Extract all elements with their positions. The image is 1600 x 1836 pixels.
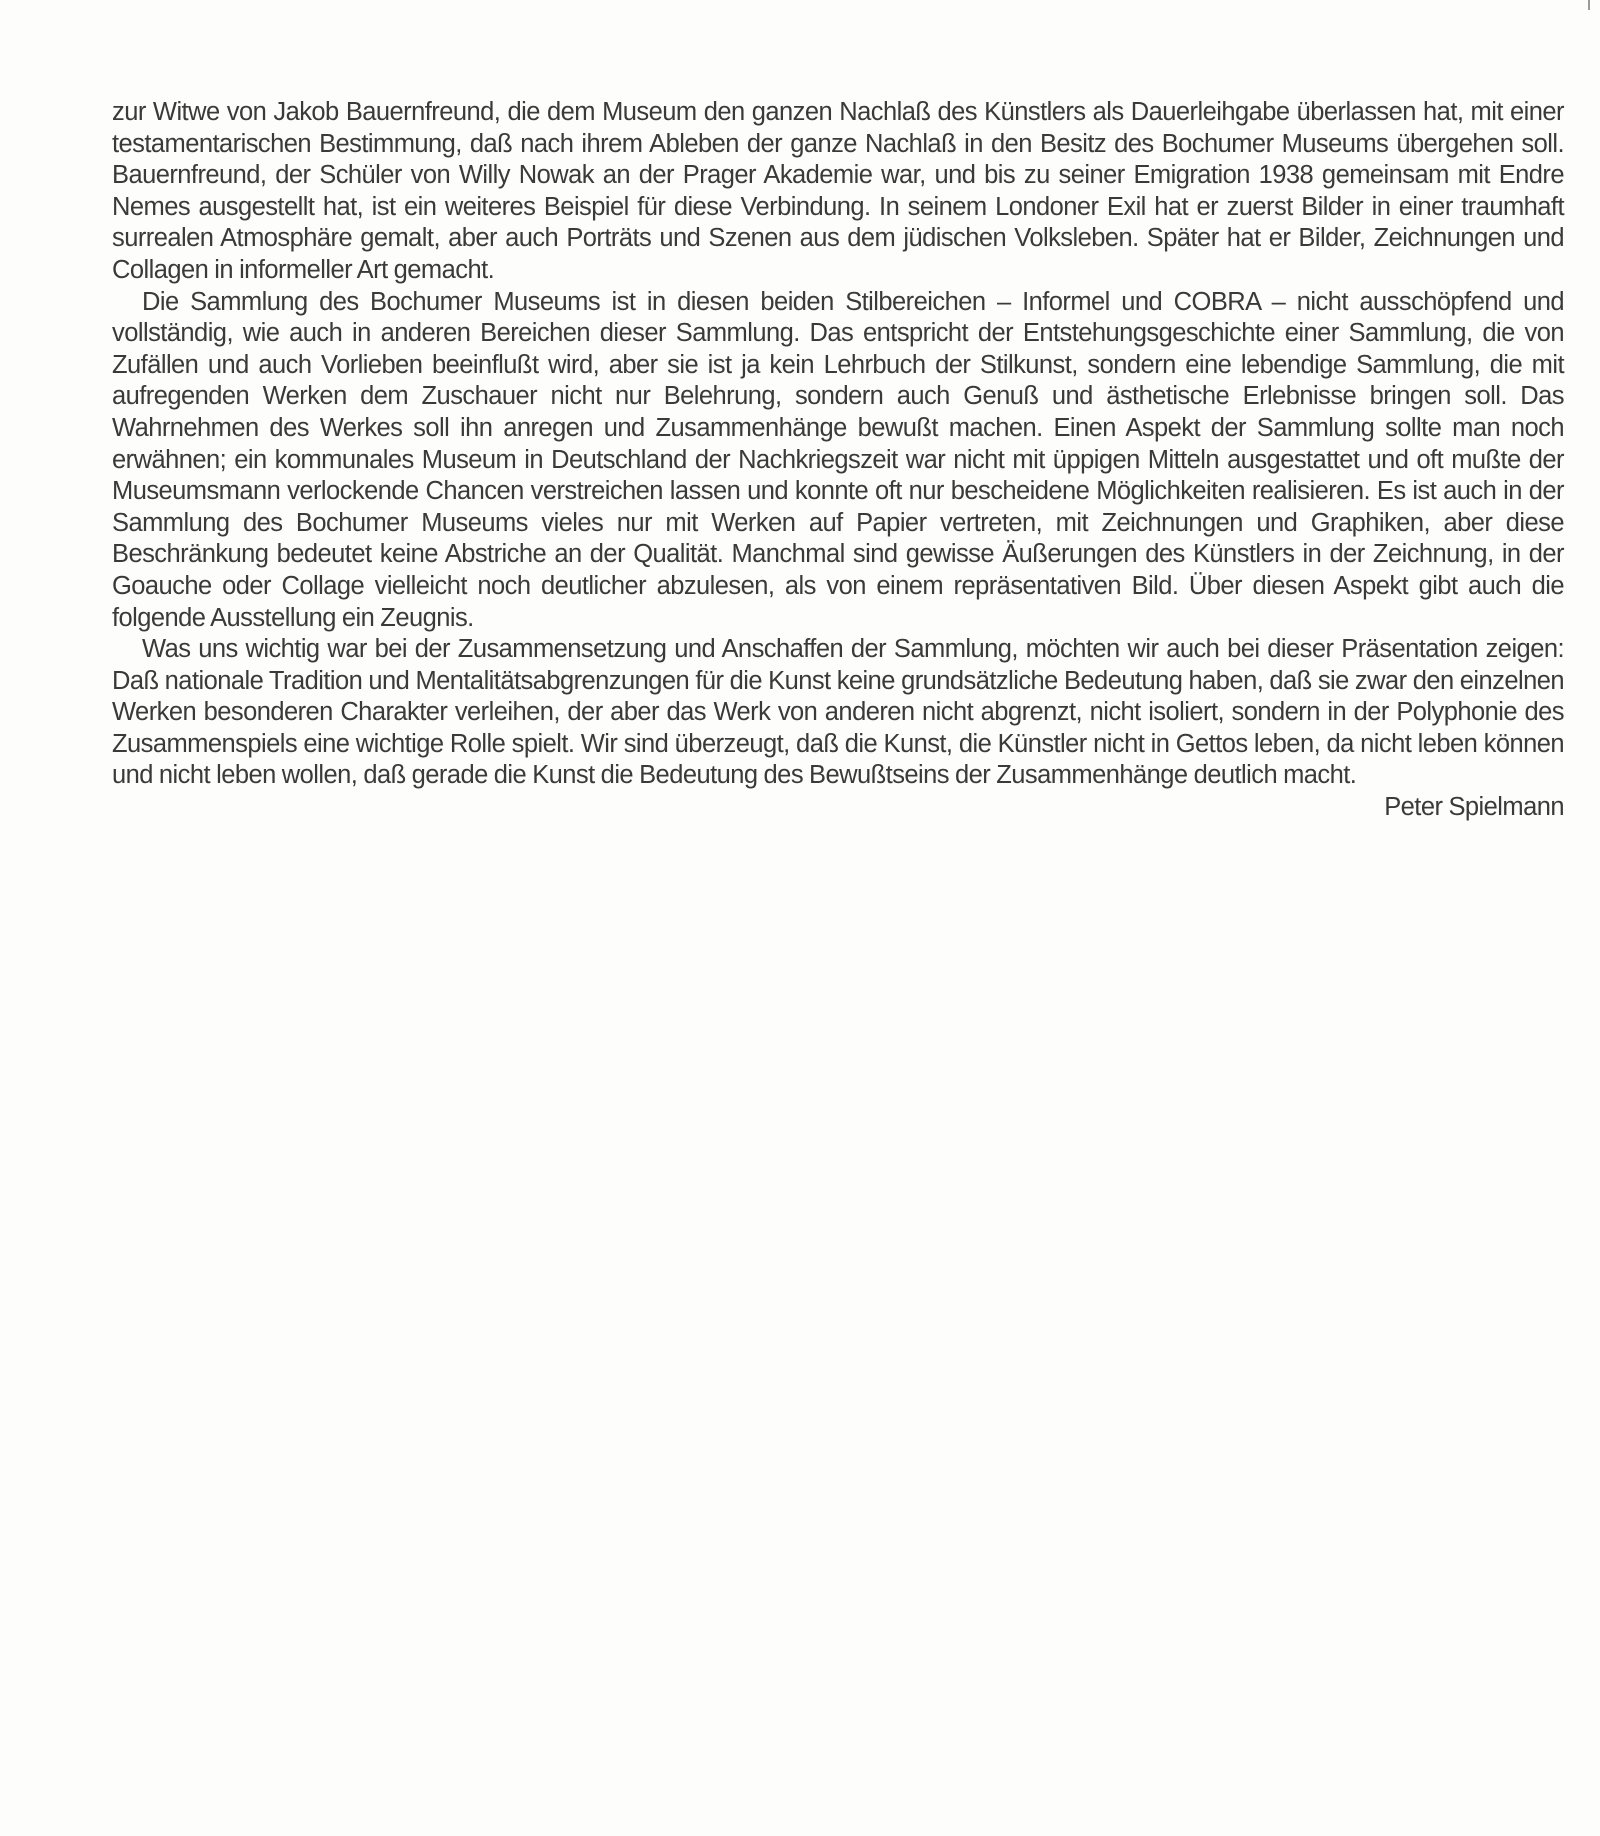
paragraph-2: Die Sammlung des Bochumer Museums ist in diesen beiden Stilbereichen – Informel und COBRA – nicht ausschöpfend und vollständig, wie auch in anderen Bereichen dieser Sammlung. Das entspricht der Entstehungsgeschichte einer Sammlung, die von Zufällen und auch Vorlieben beeinflußt wird, aber sie ist ja kein Lehrbuch der Stilkunst, sondern eine lebendige Sammlung, die mit aufregenden Werken dem Zuschauer nicht nur Belehrung, sondern auch Genuß und ästhetische Erlebnisse bringen soll. Das Wahrnehmen des Werkes soll ihn anregen und Zusammenhänge bewußt machen. Einen Aspekt der Sammlung sollte man noch erwähnen; ein kommunales Museum in Deutschland der Nachkriegszeit war nicht mit üppigen Mitteln ausgestattet und oft mußte der Museumsmann verlockende Chancen verstreichen lassen und konnte oft nur bescheidene Möglichkeiten realisieren. Es ist auch in der Sammlung des Bochumer Museums vieles nur mit Werken auf Papier vertreten, mit Zeichnungen und Graphiken, aber diese Beschränkung bedeutet keine Abstriche an der Qualität. Manchmal sind gewisse Äußerungen des Künstlers in der Zeichnung, in der Goauche oder Collage vielleicht noch deutlicher abzulesen, als von einem repräsentativen Bild. Über diesen Aspekt gibt auch die folgende Ausstellung ein Zeugnis. <box>112 287 1564 632</box>
page-corner-mark <box>1588 0 1590 10</box>
author-signature: Peter Spielmann <box>1384 793 1564 822</box>
paragraph-1: zur Witwe von Jakob Bauernfreund, die dem Museum den ganzen Nachlaß des Künstlers als Dauerleihgabe überlassen hat, mit einer testamentarischen Bestimmung, daß nach ihrem Ableben der ganze Nachlaß in den Besitz des Bochumer Museums übergehen soll. Bauernfreund, der Schüler von Willy Nowak an der Prager Akademie war, und bis zu seiner Emigration 1938 gemeinsam mit Endre Nemes ausgestellt hat, ist ein weiteres Beispiel für diese Verbindung. In seinem Londoner Exil hat er zuerst Bilder in einer traumhaft surrealen Atmosphäre gemalt, aber auch Porträts und Szenen aus dem jüdischen Volksleben. Später hat er Bilder, Zeichnungen und Collagen in informeller Art gemacht. <box>112 98 1564 284</box>
article-body <box>112 97 1564 824</box>
paragraph-3: Was uns wichtig war bei der Zusammensetzung und Anschaffen der Sammlung, möchten wir auch bei dieser Präsentation zeigen: Daß nationale Tradition und Mentalitätsabgrenzungen für die Kunst keine grundsätzliche Bedeutung haben, daß sie zwar den einzelnen Werken besonderen Charakter verleihen, der aber das Werk von anderen nicht abgrenzt, nicht isoliert, sondern in der Polyphonie des Zusammenspiels eine wichtige Rolle spielt. Wir sind überzeugt, daß die Kunst, die Künstler nicht in Gettos leben, da nicht leben können und nicht leben wollen, daß gerade die Kunst die Bedeutung des Bewußtseins der Zusammenhänge deutlich macht. <box>112 635 1564 790</box>
